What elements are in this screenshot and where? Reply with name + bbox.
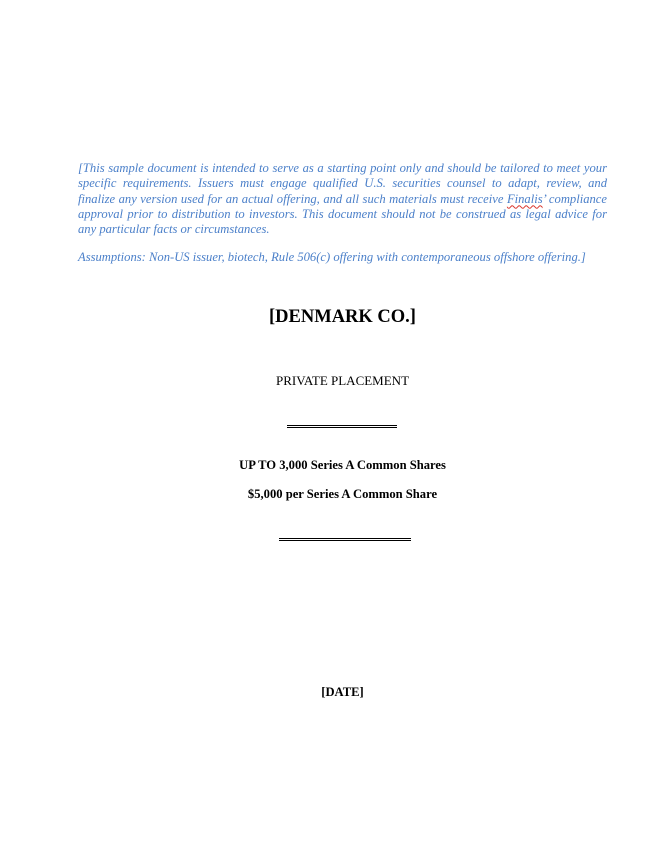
price-per-share: $5,000 per Series A Common Share [247, 487, 438, 501]
shares-offered: UP TO 3,000 Series A Common Shares [239, 458, 446, 472]
company-name: [DENMARK CO.] [269, 307, 416, 327]
placement-type: PRIVATE PLACEMENT [275, 373, 410, 388]
disclaimer-paragraph [78, 161, 607, 237]
spellcheck-flagged-word[interactable]: Finalis [506, 191, 543, 206]
document-date: [DATE] [321, 685, 364, 699]
disclaimer-text-start: [This sample document is intended to serve as a starting point only and should be tailored to meet your specific requirements. Issuers must engage qualified U.S. securities counsel to adapt, review, and finalize any version used for an actual offering, and all such materials must receive [78, 161, 607, 206]
double-rule-lower [279, 538, 411, 541]
disclaimer-text-end: ’ compliance approval prior to distribution to investors. This document should not be construed as legal advice for any particular facts or circumstances. [78, 191, 607, 237]
assumptions-line: Assumptions: Non-US issuer, biotech, Rule 506(c) offering with contemporaneous offshore offering.] [78, 250, 586, 264]
double-rule-upper [287, 425, 397, 428]
